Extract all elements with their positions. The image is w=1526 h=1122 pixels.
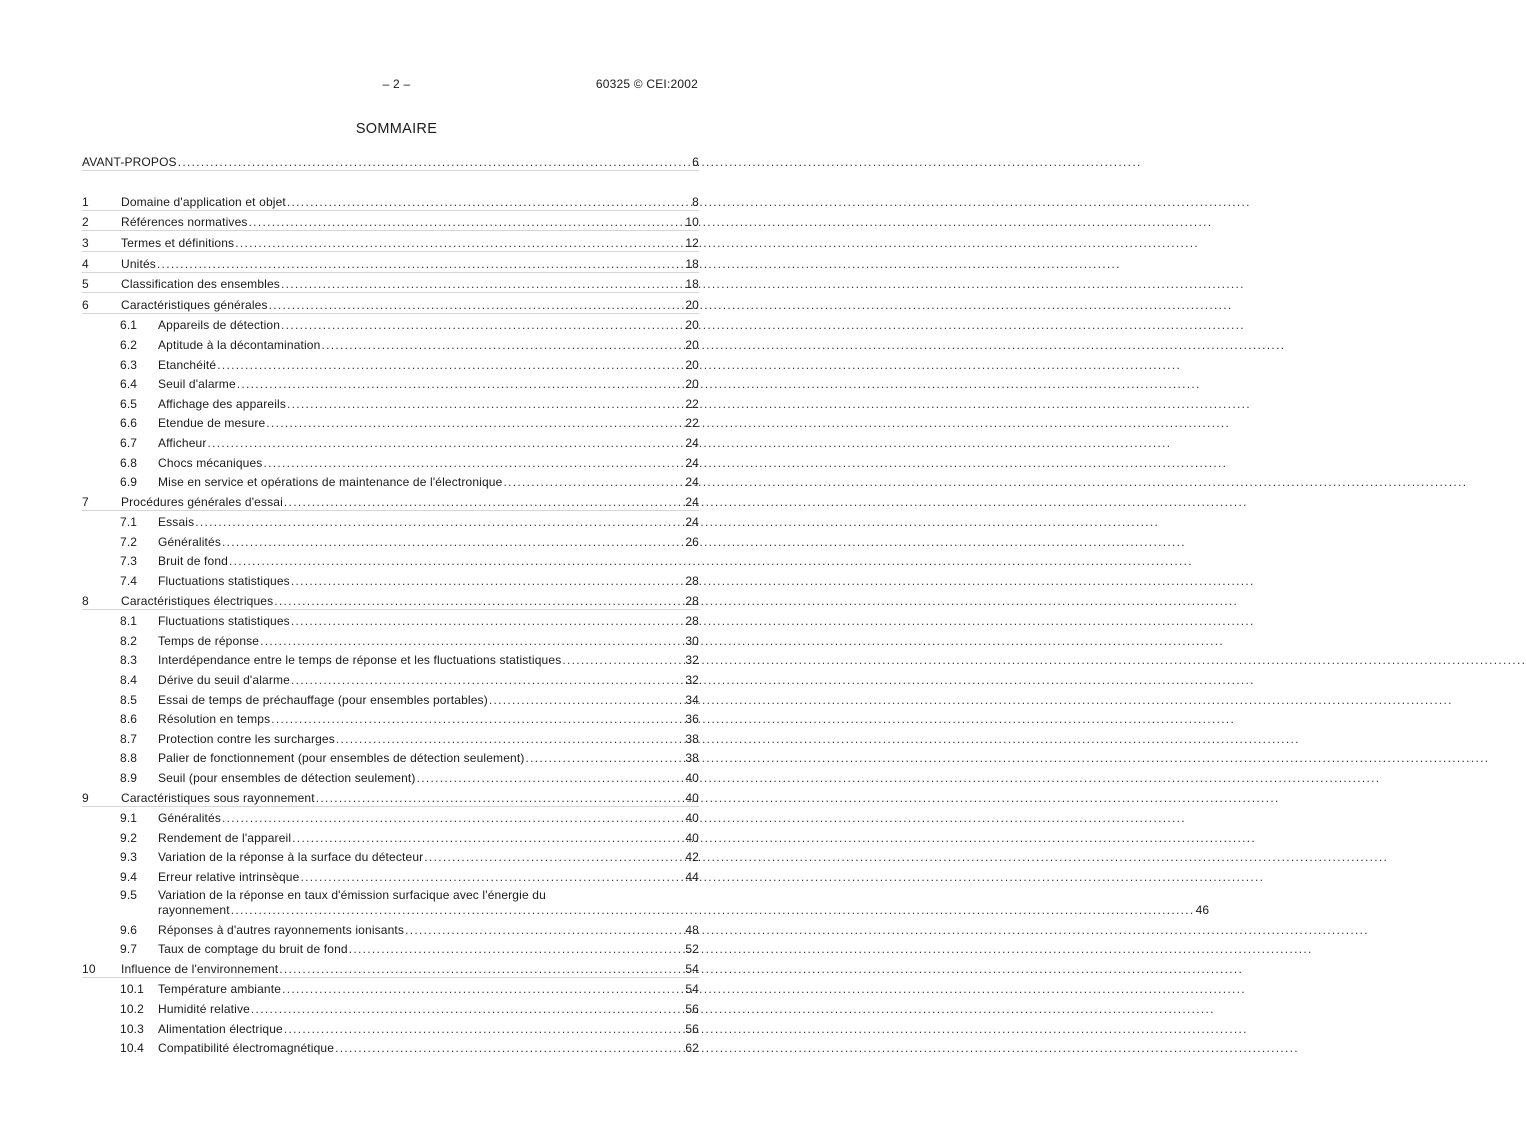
- toc-leader-dots: [269, 298, 685, 313]
- toc-entry-label-continued: rayonnement: [158, 902, 230, 917]
- toc-entry[interactable]: [82, 997, 699, 1017]
- toc-entry-label: Etendue de mesure: [158, 416, 266, 431]
- toc-entry[interactable]: [82, 252, 699, 273]
- toc-entry[interactable]: [82, 490, 699, 511]
- toc-entry-page: 22: [685, 396, 699, 411]
- toc-entry[interactable]: [82, 938, 699, 958]
- toc-entry-number: 9.6: [120, 922, 138, 937]
- toc-entry-label: Seuil d'alarme: [158, 377, 236, 392]
- toc-entry-label: Appareils de détection: [158, 318, 281, 333]
- toc-entry-page: 52: [685, 942, 699, 957]
- toc-entry[interactable]: [82, 865, 699, 885]
- toc-entry-number: 8.2: [120, 633, 138, 648]
- toc-entry-page: 24: [685, 435, 699, 450]
- toc-leader-dots: [284, 495, 684, 510]
- toc-entry-label: Essais: [158, 515, 195, 530]
- toc-entry-page: 40: [685, 790, 699, 805]
- toc-entry-page: 24: [685, 515, 699, 530]
- toc-leader-dots: [489, 693, 684, 708]
- toc-leader-dots: [292, 831, 684, 846]
- toc-entry[interactable]: [82, 190, 699, 211]
- toc-leader-dots: [291, 673, 684, 688]
- toc-entry-page: 24: [685, 455, 699, 470]
- toc-entry-page: 46: [1195, 902, 1210, 917]
- toc-entry-number: 9.4: [120, 869, 138, 884]
- toc-entry-label: Aptitude à la décontamination: [158, 337, 321, 352]
- toc-entry-page: 36: [685, 712, 699, 727]
- toc-entry-label: Protection contre les surcharges: [158, 731, 335, 746]
- toc-entry-number: 9.1: [120, 811, 138, 826]
- toc-entry-number: 6.7: [120, 435, 138, 450]
- toc-entry-page: 30: [685, 633, 699, 648]
- toc-entry[interactable]: [82, 885, 1210, 918]
- toc-entry-page: 8: [692, 194, 699, 209]
- toc-leader-dots: [279, 962, 684, 977]
- toc-entry[interactable]: [82, 353, 699, 373]
- toc-entry[interactable]: [82, 1017, 699, 1037]
- toc-entry-page: 18: [685, 277, 699, 292]
- toc-entry-label: Caractéristiques sous rayonnement: [121, 790, 315, 805]
- toc-entry[interactable]: [82, 918, 699, 938]
- toc-entry-number: 5: [82, 277, 89, 292]
- toc-entry-number: 6.4: [120, 377, 138, 392]
- toc-entry-page: 32: [685, 673, 699, 688]
- toc-entry-number: 6.8: [120, 455, 138, 470]
- toc-leader-dots: [316, 791, 685, 806]
- toc-leader-dots: [287, 397, 684, 412]
- toc-entry-label: Résolution en temps: [158, 712, 271, 727]
- toc-entry-page: 28: [685, 593, 699, 608]
- toc-entry-page: 12: [685, 235, 699, 250]
- toc-entry[interactable]: [82, 1037, 699, 1057]
- toc-entry-label: Taux de comptage du bruit de fond: [158, 942, 348, 957]
- page-title: SOMMAIRE: [355, 121, 438, 137]
- toc-entry-number: 10.4: [120, 1041, 144, 1056]
- toc-leader-dots: [208, 436, 685, 451]
- toc-entry-page: 26: [685, 534, 699, 549]
- toc-leader-dots: [335, 1041, 684, 1056]
- toc-entry-page: 28: [685, 574, 699, 589]
- toc-entry-page: 20: [685, 337, 699, 352]
- toc-entry-number: 7.2: [120, 534, 138, 549]
- toc-entry-number: 9.3: [120, 850, 138, 865]
- toc-spacer: [82, 171, 699, 191]
- toc-entry-number: 2: [82, 215, 89, 230]
- toc-entry-page: 18: [685, 256, 699, 271]
- toc-entry[interactable]: [82, 530, 699, 550]
- toc-entry-number: 7.4: [120, 574, 138, 589]
- toc-leader-dots: [222, 811, 684, 826]
- toc-entry-number: 8.4: [120, 673, 138, 688]
- toc-entry[interactable]: [82, 957, 699, 978]
- toc-entry[interactable]: [82, 727, 699, 747]
- toc-entry-label: Généralités: [158, 534, 222, 549]
- toc-entry[interactable]: [82, 846, 699, 866]
- toc-entry-label: Classification des ensembles: [121, 277, 280, 292]
- toc-leader-dots: [281, 277, 684, 292]
- toc-entry-page: 32: [685, 653, 699, 668]
- toc-entry-number: 10.1: [120, 982, 144, 997]
- toc-entry-number: 1: [82, 194, 89, 209]
- toc-entry-label: Bruit de fond: [158, 554, 228, 569]
- toc-leader-dots: [260, 634, 684, 649]
- toc-entry-label: Fluctuations statistiques: [158, 574, 290, 589]
- toc-entry-number: 8.1: [120, 614, 138, 629]
- toc-entry-number: 8: [82, 593, 89, 608]
- toc-entry-page: 38: [685, 731, 699, 746]
- toc-entry-number: 10.3: [120, 1021, 144, 1036]
- toc-entry-number: 8.8: [120, 751, 138, 766]
- toc-entry-number: 6.1: [120, 318, 138, 333]
- toc-entry-page: 20: [685, 318, 699, 333]
- toc-leader-dots: [229, 554, 698, 569]
- toc-entry-number: 6.3: [120, 357, 138, 372]
- toc-entry-number: 9.2: [120, 830, 138, 845]
- toc-entry-page: 42: [685, 850, 699, 865]
- toc-entry-page: 44: [685, 869, 699, 884]
- toc-leader-dots: [178, 155, 691, 170]
- toc-entry-page: 24: [685, 475, 699, 490]
- toc-entry-number: 8.3: [120, 653, 138, 668]
- toc-entry[interactable]: [82, 550, 699, 570]
- toc-entry-label: Erreur relative intrinsèque: [158, 869, 300, 884]
- toc-entry-number: 6.9: [120, 475, 138, 490]
- toc-entry[interactable]: [82, 826, 699, 846]
- toc-entry-page: 22: [685, 416, 699, 431]
- toc-entry-label: Domaine d'application et objet: [121, 194, 286, 209]
- toc-entry[interactable]: [82, 688, 699, 708]
- toc-entry[interactable]: [82, 668, 699, 688]
- toc-leader-dots: [336, 732, 684, 747]
- toc-leader-dots: [281, 318, 684, 333]
- toc-leader-dots: [266, 416, 684, 431]
- toc-leader-dots: [157, 257, 684, 272]
- toc-entry[interactable]: [82, 314, 699, 334]
- toc-entry-number: 9.7: [120, 942, 138, 957]
- toc-entry[interactable]: [82, 211, 699, 232]
- toc-entry-page: 62: [685, 1041, 699, 1056]
- toc-entry-number: 6.6: [120, 416, 138, 431]
- toc-entry[interactable]: [82, 273, 699, 294]
- toc-entry-label: Affichage des appareils: [158, 396, 286, 411]
- toc-entry-page: 54: [685, 961, 699, 976]
- toc-entry-label: Procédures générales d'essai: [121, 494, 283, 509]
- toc-entry-number: 8.6: [120, 712, 138, 727]
- toc-entry[interactable]: [82, 373, 699, 393]
- toc-leader-dots: [291, 574, 685, 589]
- page-number: – 2 –: [382, 77, 411, 91]
- toc-entry-page: 40: [685, 771, 699, 785]
- toc-entry-label: Afficheur: [158, 435, 207, 450]
- toc-entry-label: Unités: [121, 256, 156, 271]
- toc-entry-page: 54: [685, 982, 699, 997]
- toc-leader-dots: [222, 535, 684, 550]
- table-of-contents: [82, 150, 1210, 1056]
- toc-entry[interactable]: [82, 451, 699, 471]
- toc-entry-label: Caractéristiques électriques: [121, 593, 274, 608]
- toc-entry-label: Humidité relative: [158, 1001, 250, 1016]
- toc-leader-dots: [525, 751, 684, 766]
- toc-leader-dots: [249, 215, 685, 230]
- toc-entry-label: Rendement de l'appareil: [158, 830, 292, 845]
- toc-entry-label: Dérive du seuil d'alarme: [158, 673, 290, 688]
- toc-entry-number: 6: [82, 297, 89, 312]
- toc-entry-number: 7: [82, 494, 89, 509]
- toc-leader-dots: [503, 475, 684, 490]
- toc-entry[interactable]: [82, 392, 699, 412]
- toc-entry-label: Variation de la réponse en taux d'émission surfacique avec l'énergie du: [158, 887, 546, 902]
- toc-entry-label: Fluctuations statistiques: [158, 614, 290, 629]
- toc-leader-dots: [282, 982, 684, 997]
- toc-entry-label: Interdépendance entre le temps de réponse et les fluctuations statistiques: [158, 653, 562, 668]
- toc-entry-label: Compatibilité électromagnétique: [158, 1041, 335, 1056]
- toc-entry[interactable]: [82, 708, 699, 728]
- toc-entry-page: 20: [685, 377, 699, 392]
- toc-entry-label: Temps de réponse: [158, 633, 260, 648]
- toc-entry-label: Alimentation électrique: [158, 1021, 283, 1036]
- toc-leader-dots: [235, 236, 684, 251]
- toc-entry-label: Seuil (pour ensembles de détection seulement): [158, 771, 416, 785]
- toc-leader-dots: [271, 712, 684, 727]
- toc-entry[interactable]: [82, 610, 699, 630]
- toc-entry-number: 6.2: [120, 337, 138, 352]
- toc-entry-label: Réponses à d'autres rayonnements ionisants: [158, 922, 405, 937]
- document-reference: 60325 © CEI:2002: [595, 77, 698, 91]
- toc-entry-number: 8.9: [120, 771, 138, 785]
- toc-leader-dots: [349, 942, 685, 957]
- toc-entry[interactable]: [82, 649, 699, 669]
- toc-leader-dots: [417, 771, 685, 786]
- toc-entry-label: Généralités: [158, 811, 222, 826]
- toc-entry[interactable]: [82, 511, 699, 531]
- toc-entry[interactable]: [82, 589, 699, 610]
- toc-entry-number: 7.3: [120, 554, 138, 569]
- toc-entry-page: 38: [685, 751, 699, 766]
- toc-entry[interactable]: [82, 978, 699, 998]
- toc-entry-label: Influence de l'environnement: [121, 961, 279, 976]
- toc-entry-page: 6: [692, 154, 699, 169]
- toc-entry-label: Variation de la réponse à la surface du détecteur: [158, 850, 424, 865]
- toc-entry-label: AVANT-PROPOS: [82, 154, 177, 169]
- toc-leader-dots: [217, 358, 684, 373]
- toc-entry-page: 10: [685, 215, 699, 230]
- toc-entry-page: 20: [685, 357, 699, 372]
- toc-entry-page: 56: [685, 1001, 699, 1016]
- toc-entry-page: 34: [685, 692, 699, 707]
- toc-entry-page: 24: [685, 494, 699, 509]
- toc-entry-number: 3: [82, 235, 89, 250]
- toc-leader-dots: [231, 903, 1195, 918]
- toc-entry[interactable]: [82, 293, 699, 314]
- toc-entry-page: 40: [685, 830, 699, 845]
- toc-entry[interactable]: [82, 333, 699, 353]
- toc-entry-page: 20: [685, 297, 699, 312]
- toc-entry-label: Chocs mécaniques: [158, 455, 263, 470]
- toc-leader-dots: [263, 456, 684, 471]
- toc-entry-label: Mise en service et opérations de maintenance de l'électronique: [158, 475, 503, 490]
- toc-entry-number: 8.5: [120, 692, 138, 707]
- toc-leader-dots: [300, 870, 684, 885]
- toc-leader-dots: [321, 338, 684, 353]
- toc-entry-label: Essai de temps de préchauffage (pour ensembles portables): [158, 692, 488, 707]
- toc-entry[interactable]: [82, 807, 699, 827]
- toc-entry-label: Caractéristiques générales: [121, 297, 268, 312]
- toc-entry[interactable]: [82, 412, 699, 432]
- toc-entry[interactable]: [82, 766, 699, 786]
- toc-entry-label: Termes et définitions: [121, 235, 235, 250]
- toc-entry-number: 8.7: [120, 731, 138, 746]
- toc-entry[interactable]: [82, 231, 699, 252]
- toc-entry-number: 6.5: [120, 396, 138, 411]
- toc-leader-dots: [562, 653, 684, 668]
- toc-entry[interactable]: [82, 431, 699, 451]
- toc-entry-number: 10: [82, 961, 96, 976]
- toc-entry-page: 40: [685, 811, 699, 826]
- toc-leader-dots: [424, 850, 684, 865]
- toc-entry-label: Etanchéité: [158, 357, 217, 372]
- toc-leader-dots: [195, 515, 684, 530]
- toc-entry-page: 28: [685, 614, 699, 629]
- toc-leader-dots: [291, 614, 685, 629]
- toc-leader-dots: [284, 1022, 684, 1037]
- toc-entry-number: 9: [82, 790, 89, 805]
- toc-entry[interactable]: [82, 786, 699, 807]
- toc-entry-number: 10.2: [120, 1001, 144, 1016]
- toc-entry-number: 4: [82, 256, 89, 271]
- toc-entry[interactable]: [82, 629, 699, 649]
- toc-entry-number: 7.1: [120, 515, 138, 530]
- toc-entry-page: 56: [685, 1021, 699, 1036]
- toc-entry-number: 9.5: [120, 887, 138, 902]
- toc-entry-label: Palier de fonctionnement (pour ensembles de détection seulement): [158, 751, 525, 766]
- toc-entry[interactable]: [82, 471, 699, 491]
- toc-entry[interactable]: [82, 150, 699, 171]
- toc-entry-label: Température ambiante: [158, 982, 282, 997]
- toc-entry[interactable]: [82, 569, 699, 589]
- toc-entry-label: Références normatives: [121, 215, 248, 230]
- toc-leader-dots: [237, 377, 685, 392]
- toc-leader-dots: [405, 923, 684, 938]
- toc-entry-page: 48: [685, 922, 699, 937]
- toc-leader-dots: [274, 594, 684, 609]
- toc-leader-dots: [287, 195, 691, 210]
- toc-leader-dots: [251, 1002, 684, 1017]
- toc-entry[interactable]: [82, 747, 699, 767]
